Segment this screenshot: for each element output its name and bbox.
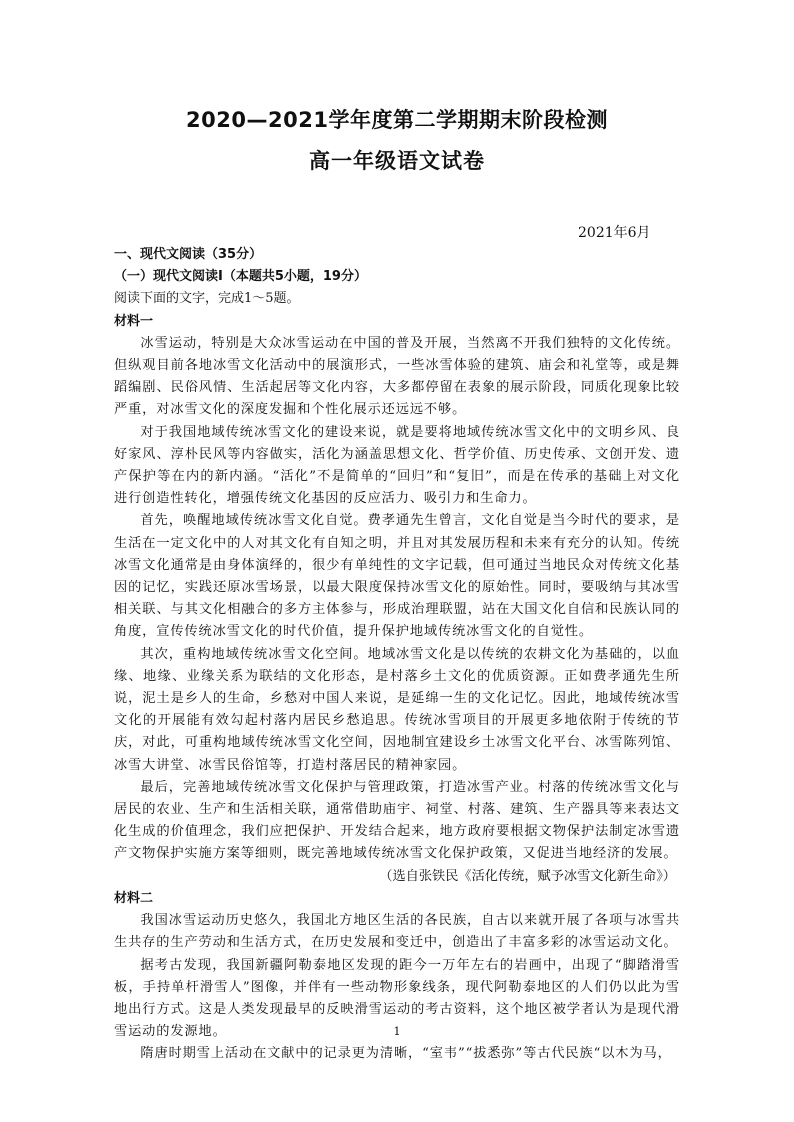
sub-section-heading: （一）现代文阅读Ⅰ（本题共5小题，19分） bbox=[114, 269, 367, 285]
instruction: 阅读下面的文字，完成1～5题。 bbox=[114, 291, 300, 307]
material-one-paragraph: 最后，完善地域传统冰雪文化保护与管理政策，打造冰雪产业。村落的传统冰雪文化与居民的农业、生产和生活相关联，通常借助庙宇、祠堂、村落、建筑、生产器具等来表达文化生成的价值理念，我们应把保护、开发结合起来，地方政府要根据文物保护法制定冰雪遗产文物保护实施方案等细则，既完善地域传统冰雪文化保护政策，又促进当地经济的发展。 bbox=[114, 779, 680, 862]
material-two-label: 材料二 bbox=[114, 890, 154, 906]
material-one-paragraph: 冰雪运动，特别是大众冰雪运动在中国的普及开展，当然离不开我们独特的文化传统。但纵观目前各地冰雪文化活动中的展演形式，一些冰雪体验的建筑、庙会和礼堂等，或是舞蹈编剧、民俗风情、生活起居等文化内容，大多都停留在表象的展示阶段，同质化现象比较严重，对冰雪文化的深度发掘和个性化展示还远远不够。 bbox=[114, 335, 680, 418]
material-one-label: 材料一 bbox=[114, 313, 154, 329]
material-two-paragraph: 据考古发现，我国新疆阿勒泰地区发现的距今一万年左右的岩画中，出现了“脚踏滑雪板，手持单杆滑雪人”图像，并伴有一些动物形象线条，现代阿勒泰地区的人们仍以此为雪地出行方式。这是人类发现最早的反映滑雪运动的考古资料，这个地区被学者认为是现代滑雪运动的发源地。 bbox=[114, 957, 680, 1040]
material-one-source: （选自张铁民《活化传统，赋予冰雪文化新生命》） bbox=[379, 868, 676, 884]
exam-date: 2021年6月 bbox=[578, 225, 651, 241]
material-two-paragraph: 隋唐时期雪上活动在文献中的记录更为清晰，“室韦”“拔悉弥”等古代民族“以木为马， bbox=[140, 1046, 672, 1062]
exam-title-line2: 高一年级语文试卷 bbox=[309, 149, 485, 173]
material-one-paragraph: 对于我国地域传统冰雪文化的建设来说，就是要将地域传统冰雪文化中的文明乡风、良好家风、淳朴民风等内容做实，活化为涵盖思想文化、哲学价值、历史传承、文创开发、遗产保护等在内的新内涵。“活化”不是简单的“回归”和“复旧”，而是在传承的基础上对文化进行创造性转化，增强传统文化基因的反应活力、吸引力和生命力。 bbox=[114, 424, 680, 507]
exam-body bbox=[114, 244, 680, 1066]
material-one-paragraph: 其次，重构地域传统冰雪文化空间。地域冰雪文化是以传统的农耕文化为基础的，以血缘、地缘、业缘关系为联结的文化形态，是村落乡土文化的优质资源。正如费孝通先生所说，泥土是乡人的生命，乡愁对中国人来说，是延绵一生的文化记忆。因此，地域传统冰雪文化的开展能有效勾起村落内居民乡愁追思。传统冰雪项目的开展更多地依附于传统的节庆，对此，可重构地域传统冰雪文化空间，因地制宜建设乡土冰雪文化平台、冰雪陈列馆、冰雪大讲堂、冰雪民俗馆等，打造村落居民的精神家园。 bbox=[114, 646, 680, 773]
material-two-paragraph: 我国冰雪运动历史悠久，我国北方地区生活的各民族，自古以来就开展了各项与冰雪共生共存的生产劳动和生活方式，在历史发展和变迁中，创造出了丰富多彩的冰雪运动文化。 bbox=[114, 913, 680, 951]
exam-title-line1: 2020—2021学年度第二学期期末阶段检测 bbox=[186, 108, 608, 132]
page-number: 1 bbox=[393, 1025, 401, 1038]
material-one-paragraph: 首先，唤醒地域传统冰雪文化自觉。费孝通先生曾言，文化自觉是当今时代的要求，是生活在一定文化中的人对其文化有自知之明，并且对其发展历程和未来有充分的认知。传统冰雪文化通常是由身体演绎的，很少有单纯性的文字记载，但可通过当地民众对传统文化基因的记忆，实践还原冰雪场景，以最大限度保持冰雪文化的原始性。同时，要吸纳与其冰雪相关联、与其文化相融合的多方主体参与，形成治理联盟，站在大国文化自信和民族认同的角度，宣传传统冰雪文化的时代价值，提升保护地域传统冰雪文化的自觉性。 bbox=[114, 513, 680, 640]
section-heading: 一、现代文阅读（35分） bbox=[114, 247, 263, 262]
